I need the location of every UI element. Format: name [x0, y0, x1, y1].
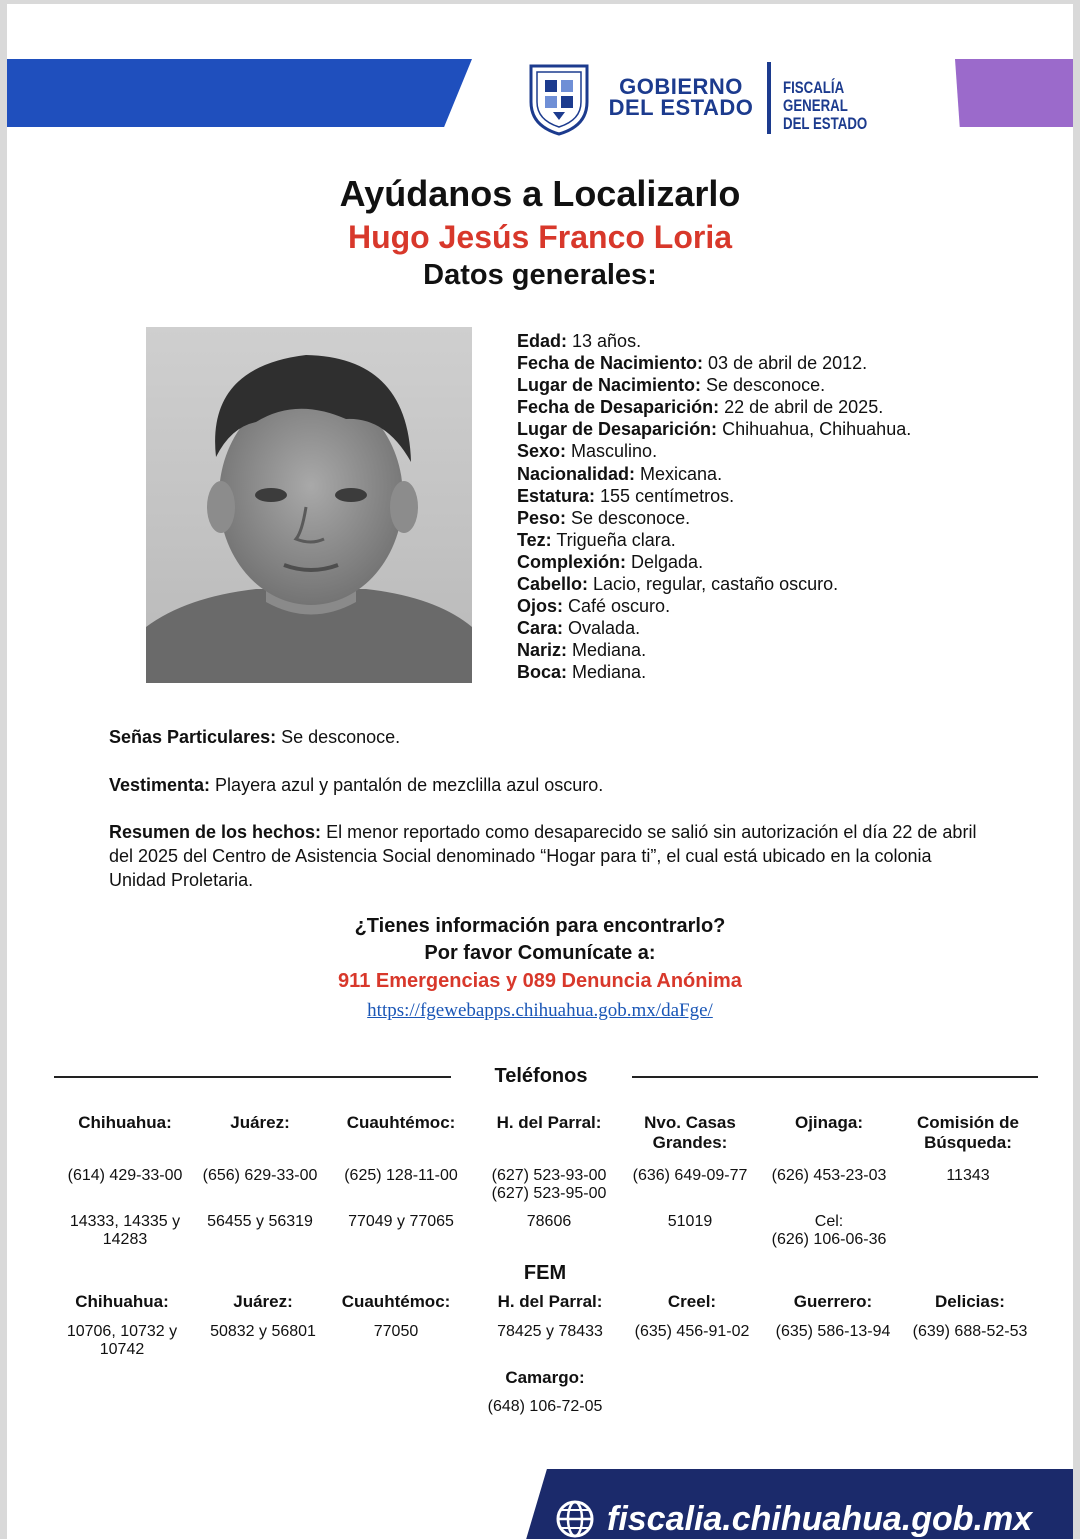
fem-title: FEM [523, 1262, 567, 1284]
telefonos-number: (656) 629-33-00 [202, 1167, 318, 1184]
detail-label: Edad: [517, 331, 568, 351]
vestimenta [109, 773, 989, 797]
fem-value-camargo: (648) 106-72-05 [487, 1398, 603, 1415]
detail-row [517, 573, 1057, 595]
telefonos-header: Chihuahua: [78, 1113, 172, 1132]
detail-label: Fecha de Desaparición: [517, 397, 720, 418]
detail-label: Cabello: [517, 574, 589, 595]
detail-label: Tez: [517, 529, 552, 550]
fem-value: 77050 [373, 1323, 419, 1340]
detail-value: Mexicana. [635, 463, 723, 484]
detail-row [517, 418, 1057, 440]
detail-row [517, 661, 1057, 683]
detail-label: Estatura: [517, 485, 596, 506]
detail-value: 155 centímetros. [595, 485, 735, 506]
telefonos-extension: 78606 [526, 1213, 572, 1230]
detail-row [517, 617, 1057, 639]
detail-label: Complexión: [517, 551, 627, 572]
telefonos-extension: 51019 [667, 1213, 713, 1230]
fem-header: Cuauhtémoc: [341, 1292, 451, 1311]
vestimenta-label: Vestimenta: [109, 775, 211, 795]
vestimenta-value: Playera azul y pantalón de mezclilla azul oscuro. [210, 775, 604, 795]
detail-label: Sexo: [517, 441, 567, 462]
fem-header: Delicias: [935, 1292, 1005, 1311]
detail-value: Masculino. [566, 441, 658, 462]
header-purple-band [955, 59, 1073, 127]
fem-value: 10706, 10732 y 10742 [66, 1323, 178, 1358]
detail-label: Cara: [517, 618, 564, 639]
detail-label: Peso: [517, 507, 567, 528]
fem-header: Juárez: [233, 1292, 293, 1311]
detail-value: Mediana. [567, 662, 647, 683]
senas-particulares [109, 725, 989, 749]
detail-value: Chihuahua, Chihuahua. [717, 419, 912, 440]
fem-header: Chihuahua: [75, 1292, 169, 1311]
telefonos-number: (614) 429-33-00 [67, 1167, 183, 1184]
fem-value: (635) 586-13-94 [775, 1323, 891, 1340]
gobierno-logo-text [601, 76, 761, 118]
header-divider [767, 62, 771, 134]
detail-row [517, 551, 1057, 573]
detail-label: Fecha de Nacimiento: [517, 353, 704, 374]
fem-value: (639) 688-52-53 [912, 1323, 1028, 1340]
telefonos-number: (636) 649-09-77 [632, 1167, 748, 1184]
detail-label: Ojos: [517, 596, 564, 617]
detail-value: 13 años. [567, 331, 642, 351]
main-title: Ayúdanos a Localizarlo [339, 173, 741, 214]
fem-header-camargo: Camargo: [505, 1368, 585, 1387]
missing-person-photo [146, 327, 472, 683]
detail-row [517, 529, 1057, 551]
telefonos-header: H. del Parral: [496, 1113, 602, 1132]
detail-value: Ovalada. [563, 618, 641, 639]
fem-value: 50832 y 56801 [210, 1323, 316, 1340]
detail-value: Se desconoce. [701, 375, 826, 396]
detail-row [517, 440, 1057, 462]
detail-label: Lugar de Desaparición: [517, 419, 718, 440]
detail-value: 22 de abril de 2025. [719, 397, 884, 418]
globe-icon [555, 1499, 595, 1539]
detail-row [517, 507, 1057, 529]
telefonos-header: Ojinaga: [794, 1113, 863, 1132]
telefonos-rule-left [54, 1076, 451, 1078]
fem-value: (635) 456-91-02 [634, 1323, 750, 1340]
gobierno-line-2: DEL ESTADO [608, 95, 754, 120]
telefonos-extension: 14333, 14335 y 14283 [69, 1213, 181, 1248]
detail-row [517, 330, 1057, 352]
fiscalia-line-2: DEL ESTADO [783, 114, 868, 133]
resumen-hechos [109, 820, 989, 892]
detail-value: Lacio, regular, castaño oscuro. [588, 574, 839, 595]
fem-header: Creel: [667, 1292, 717, 1311]
telefonos-header: Cuauhtémoc: [346, 1113, 456, 1132]
gobierno-line-1: GOBIERNO [619, 74, 743, 99]
resumen-label: Resumen de los hechos: [109, 822, 322, 842]
detail-label: Nacionalidad: [517, 463, 636, 484]
detail-label: Boca: [517, 662, 568, 683]
telefonos-extension: Cel: (626) 106-06-36 [771, 1213, 887, 1248]
fiscalia-logo-text [783, 79, 884, 133]
detail-value: 03 de abril de 2012. [703, 353, 868, 374]
telefonos-number: (626) 453-23-03 [771, 1167, 887, 1184]
fem-header: H. del Parral: [497, 1292, 603, 1311]
detail-value: Se desconoce. [566, 507, 691, 528]
detail-row [517, 485, 1057, 507]
detail-row [517, 639, 1057, 661]
detail-row [517, 396, 1057, 418]
report-link-wrapper [7, 1000, 1073, 1022]
footer-website: fiscalia.chihuahua.gob.mx [607, 1500, 1033, 1538]
header-blue-band [7, 59, 472, 127]
person-name: Hugo Jesús Franco Loria [347, 219, 733, 255]
telefonos-extension: 56455 y 56319 [207, 1213, 313, 1230]
detail-row [517, 595, 1057, 617]
detail-value: Café oscuro. [563, 596, 671, 617]
poster-page [7, 4, 1073, 1539]
detail-value: Mediana. [567, 640, 647, 661]
telefonos-header: Nvo. Casas Grandes: [644, 1113, 736, 1152]
telefonos-number: (625) 128-11-00 [344, 1167, 458, 1184]
telefonos-extension: 77049 y 77065 [348, 1213, 454, 1230]
detail-row [517, 463, 1057, 485]
telefonos-header: Juárez: [230, 1113, 290, 1132]
telefonos-rule-right [632, 1076, 1038, 1078]
senas-value: Se desconoce. [276, 727, 401, 747]
detail-row [517, 352, 1057, 374]
detail-label: Lugar de Nacimiento: [517, 375, 702, 396]
fiscalia-line-1: FISCALÍA GENERAL [783, 78, 848, 115]
detail-label: Nariz: [517, 640, 568, 661]
detail-value: Delgada. [626, 551, 704, 572]
contact-please: Por favor Comunícate a: [424, 942, 656, 964]
state-seal-icon [527, 62, 591, 136]
fem-value: 78425 y 78433 [497, 1323, 603, 1340]
fem-header: Guerrero: [793, 1292, 873, 1311]
telefonos-title: Teléfonos [494, 1065, 588, 1087]
telefonos-number: 11343 [946, 1167, 990, 1184]
emergency-numbers: 911 Emergencias y 089 Denuncia Anónima [338, 970, 742, 992]
senas-label: Señas Particulares: [109, 727, 277, 747]
telefonos-header: Comisión de Búsqueda: [916, 1113, 1019, 1152]
details-list [517, 330, 1057, 684]
telefonos-number: (627) 523-93-00 (627) 523-95-00 [491, 1167, 607, 1202]
contact-question: ¿Tienes información para encontrarlo? [354, 915, 726, 937]
detail-row [517, 374, 1057, 396]
resumen-value: El menor reportado como desaparecido se salió sin autorización el día 22 de abril del 2025 del Centro de Asistencia Social denominado “Hogar para ti”, el cual está ubicado en la colonia Unidad Proletaria. [109, 822, 977, 890]
report-link[interactable]: https://fgewebapps.chihuahua.gob.mx/daFge/ [367, 1000, 713, 1021]
detail-value: Trigueña clara. [551, 529, 676, 550]
section-title: Datos generales: [423, 259, 657, 291]
